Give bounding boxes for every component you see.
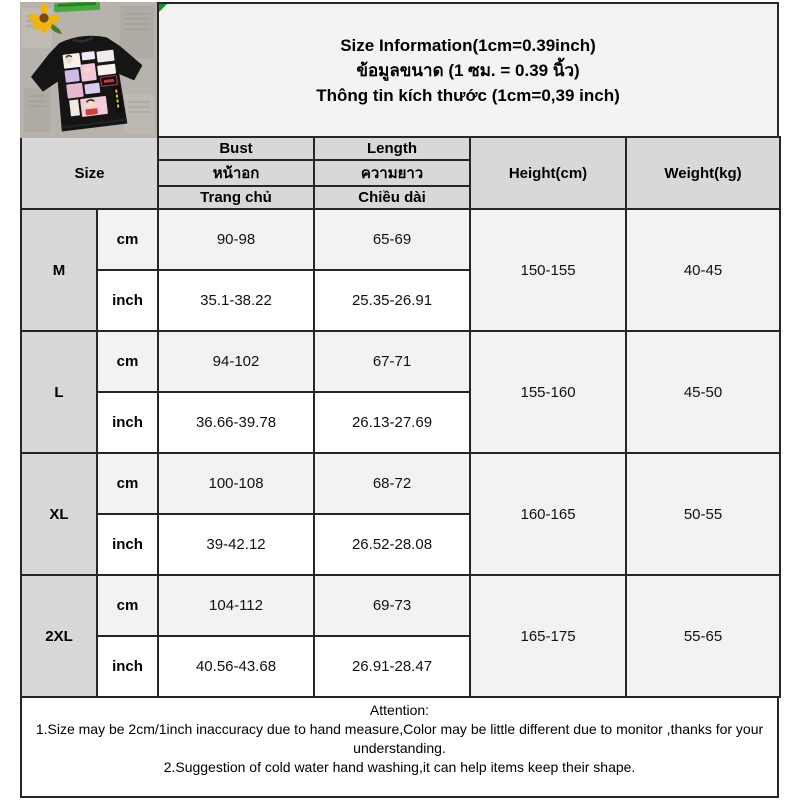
height-column-header: Height(cm) bbox=[470, 137, 626, 209]
corner-flag-icon bbox=[159, 4, 167, 12]
bust-inch-value: 35.1-38.22 bbox=[158, 270, 314, 331]
title-vietnamese: Thông tin kích thước (1cm=0,39 inch) bbox=[316, 85, 620, 105]
weight-column-header: Weight(kg) bbox=[626, 137, 780, 209]
size-chart-sheet bbox=[20, 2, 779, 798]
unit-inch-label: inch bbox=[97, 270, 158, 331]
height-value: 160-165 bbox=[470, 453, 626, 575]
bust-cm-value: 104-112 bbox=[158, 575, 314, 636]
table-row-2xl-cm bbox=[21, 575, 780, 636]
height-value: 155-160 bbox=[470, 331, 626, 453]
product-photo-illustration bbox=[20, 2, 157, 138]
table-header-row-en bbox=[21, 137, 780, 160]
unit-inch-label: inch bbox=[97, 392, 158, 453]
weight-value: 55-65 bbox=[626, 575, 780, 697]
bust-header-th: หน้าอก bbox=[158, 160, 314, 186]
unit-cm-label: cm bbox=[97, 575, 158, 636]
length-cm-value: 69-73 bbox=[314, 575, 470, 636]
attention-line-2: 2.Suggestion of cold water hand washing,it can help items keep their shape. bbox=[163, 759, 636, 775]
length-inch-value: 26.91-28.47 bbox=[314, 636, 470, 697]
size-table bbox=[20, 136, 781, 698]
unit-cm-label: cm bbox=[97, 331, 158, 392]
top-section bbox=[20, 2, 779, 138]
size-information-header bbox=[157, 2, 779, 138]
size-label-l: L bbox=[21, 331, 97, 453]
unit-cm-label: cm bbox=[97, 209, 158, 270]
bust-inch-value: 39-42.12 bbox=[158, 514, 314, 575]
unit-inch-label: inch bbox=[97, 636, 158, 697]
title-english: Size Information(1cm=0.39inch) bbox=[340, 35, 596, 55]
length-cm-value: 67-71 bbox=[314, 331, 470, 392]
height-value: 150-155 bbox=[470, 209, 626, 331]
unit-cm-label: cm bbox=[97, 453, 158, 514]
table-row-m-cm bbox=[21, 209, 780, 270]
length-header-th: ความยาว bbox=[314, 160, 470, 186]
attention-note bbox=[20, 696, 779, 798]
size-label-xl: XL bbox=[21, 453, 97, 575]
bust-header-en: Bust bbox=[158, 137, 314, 160]
bust-cm-value: 100-108 bbox=[158, 453, 314, 514]
attention-line-1: 1.Size may be 2cm/1inch inaccuracy due to hand measure,Color may be little different due to monitor ,thanks for your understanding. bbox=[35, 721, 764, 756]
size-label-m: M bbox=[21, 209, 97, 331]
size-label-2xl: 2XL bbox=[21, 575, 97, 697]
length-inch-value: 25.35-26.91 bbox=[314, 270, 470, 331]
bust-cm-value: 94-102 bbox=[158, 331, 314, 392]
weight-value: 45-50 bbox=[626, 331, 780, 453]
table-row-xl-cm bbox=[21, 453, 780, 514]
bust-cm-value: 90-98 bbox=[158, 209, 314, 270]
title-thai: ข้อมูลขนาด (1 ซม. = 0.39 นิ้ว) bbox=[356, 60, 580, 80]
attention-title: Attention: bbox=[369, 702, 430, 718]
size-column-header: Size bbox=[21, 137, 158, 209]
weight-value: 50-55 bbox=[626, 453, 780, 575]
unit-inch-label: inch bbox=[97, 514, 158, 575]
bust-inch-value: 36.66-39.78 bbox=[158, 392, 314, 453]
height-value: 165-175 bbox=[470, 575, 626, 697]
length-cm-value: 68-72 bbox=[314, 453, 470, 514]
length-cm-value: 65-69 bbox=[314, 209, 470, 270]
table-row-l-cm bbox=[21, 331, 780, 392]
length-inch-value: 26.52-28.08 bbox=[314, 514, 470, 575]
length-header-vi: Chiều dài bbox=[314, 186, 470, 209]
length-inch-value: 26.13-27.69 bbox=[314, 392, 470, 453]
bust-header-vi: Trang chủ bbox=[158, 186, 314, 209]
length-header-en: Length bbox=[314, 137, 470, 160]
bust-inch-value: 40.56-43.68 bbox=[158, 636, 314, 697]
product-photo bbox=[20, 2, 157, 138]
weight-value: 40-45 bbox=[626, 209, 780, 331]
